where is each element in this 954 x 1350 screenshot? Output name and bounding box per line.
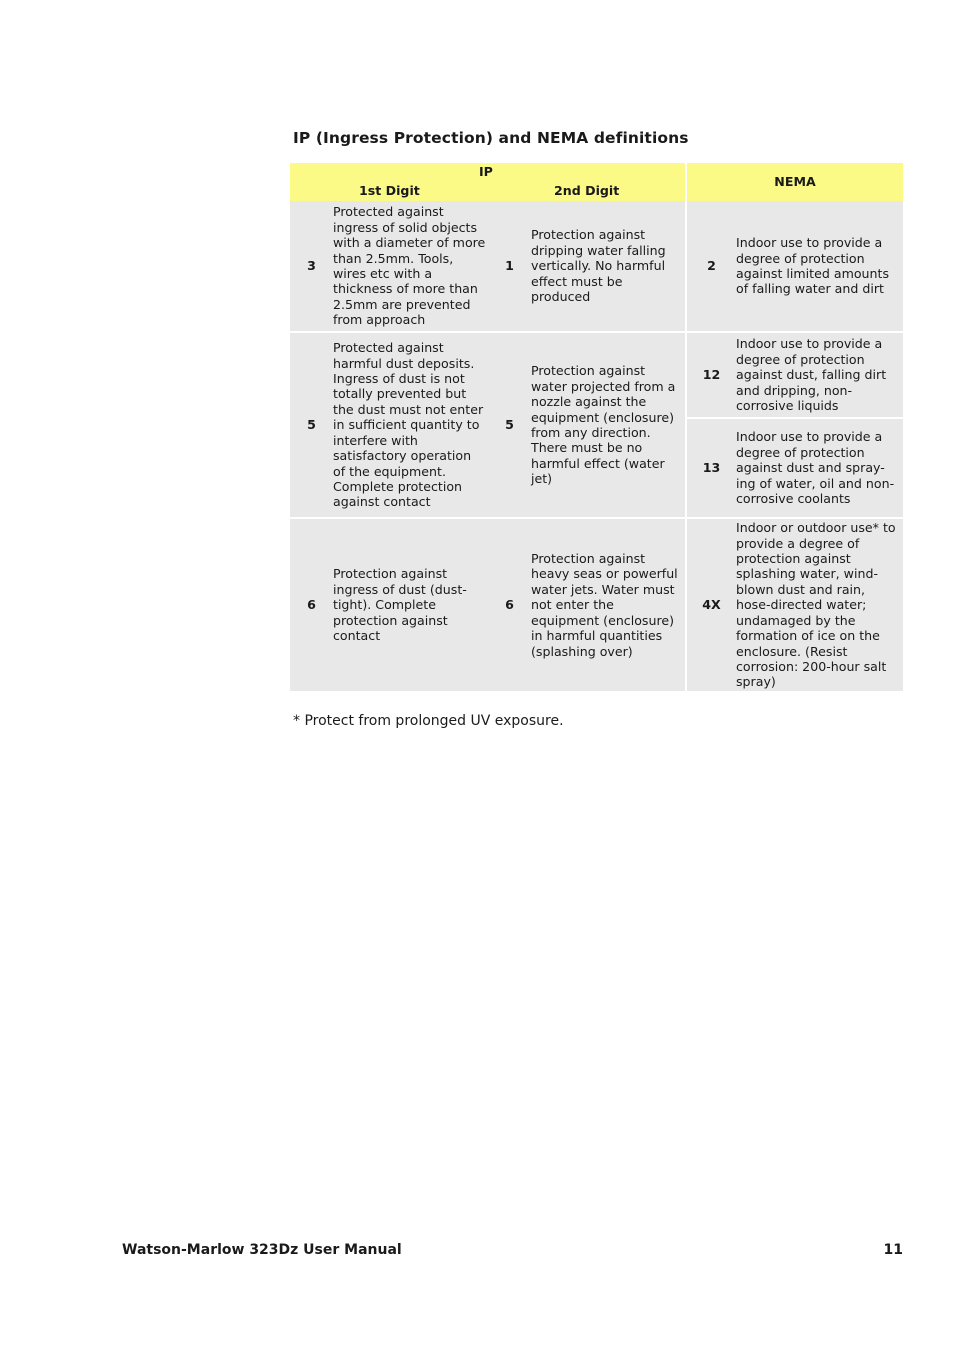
ip-header: IP	[479, 164, 493, 179]
ip-second-digit-code: 5	[488, 332, 531, 518]
ip-second-digit-text: Protection against water projected from a nozzle against the equipment (enclosure) from any direction. There must be no harmful effect (water jet)	[531, 332, 686, 518]
table-row	[290, 518, 903, 691]
nema-code: 12	[686, 332, 736, 418]
table-header-row	[290, 163, 903, 201]
ip-first-digit-text: Protection against ingress of dust (dust-tight). Complete protection against contact	[333, 518, 488, 691]
ip-first-digit-code: 3	[290, 201, 333, 332]
ip-nema-table	[290, 163, 903, 691]
footer-page-number: 11	[883, 1242, 903, 1258]
ip-second-digit-text: Protection against heavy seas or powerful water jets. Water must not enter the equipment (enclosure) in harmful quantities (splashing over)	[531, 518, 686, 691]
first-digit-header: 1st Digit	[359, 183, 420, 198]
ip-second-digit-code: 6	[488, 518, 531, 691]
ip-first-digit-text: Protected against ingress of solid objects with a diameter of more than 2.5mm. Tools, wires etc with a thickness of more than 2.5mm are prevented from approach	[333, 201, 488, 332]
table-row	[290, 201, 903, 332]
nema-code: 13	[686, 418, 736, 518]
nema-text: Indoor use to provide a degree of protection against dust and spray-ing of water, oil and non-corrosive coolants	[736, 418, 903, 518]
nema-text: Indoor or outdoor use* to provide a degree of protection against splashing water, wind-blown dust and rain, hose-directed water; undamaged by the formation of ice on the enclosure. (Resist corrosion: 200-hour salt spray)	[736, 518, 903, 691]
second-digit-header: 2nd Digit	[554, 183, 620, 198]
nema-header: NEMA	[686, 163, 903, 201]
footnote: * Protect from prolonged UV exposure.	[293, 713, 564, 729]
ip-first-digit-code: 6	[290, 518, 333, 691]
ip-second-digit-code: 1	[488, 201, 531, 332]
nema-code: 2	[686, 201, 736, 332]
table-row	[290, 332, 903, 418]
nema-text: Indoor use to provide a degree of protection against limited amounts of falling water and dirt	[736, 201, 903, 332]
nema-text: Indoor use to provide a degree of protection against dust, falling dirt and dripping, non-corrosive liquids	[736, 332, 903, 418]
nema-code: 4X	[686, 518, 736, 691]
ip-first-digit-code: 5	[290, 332, 333, 518]
ip-header-cell	[290, 163, 686, 201]
ip-second-digit-text: Protection against dripping water falling vertically. No harmful effect must be produced	[531, 201, 686, 332]
ip-first-digit-text: Protected against harmful dust deposits. Ingress of dust is not totally prevented but the dust must not enter in sufficient quantity to interfere with satisfactory operation of the equipment. Complete protection against contact	[333, 332, 488, 518]
page-title: IP (Ingress Protection) and NEMA definitions	[293, 129, 689, 147]
footer-manual-title: Watson-Marlow 323Dz User Manual	[122, 1242, 402, 1258]
